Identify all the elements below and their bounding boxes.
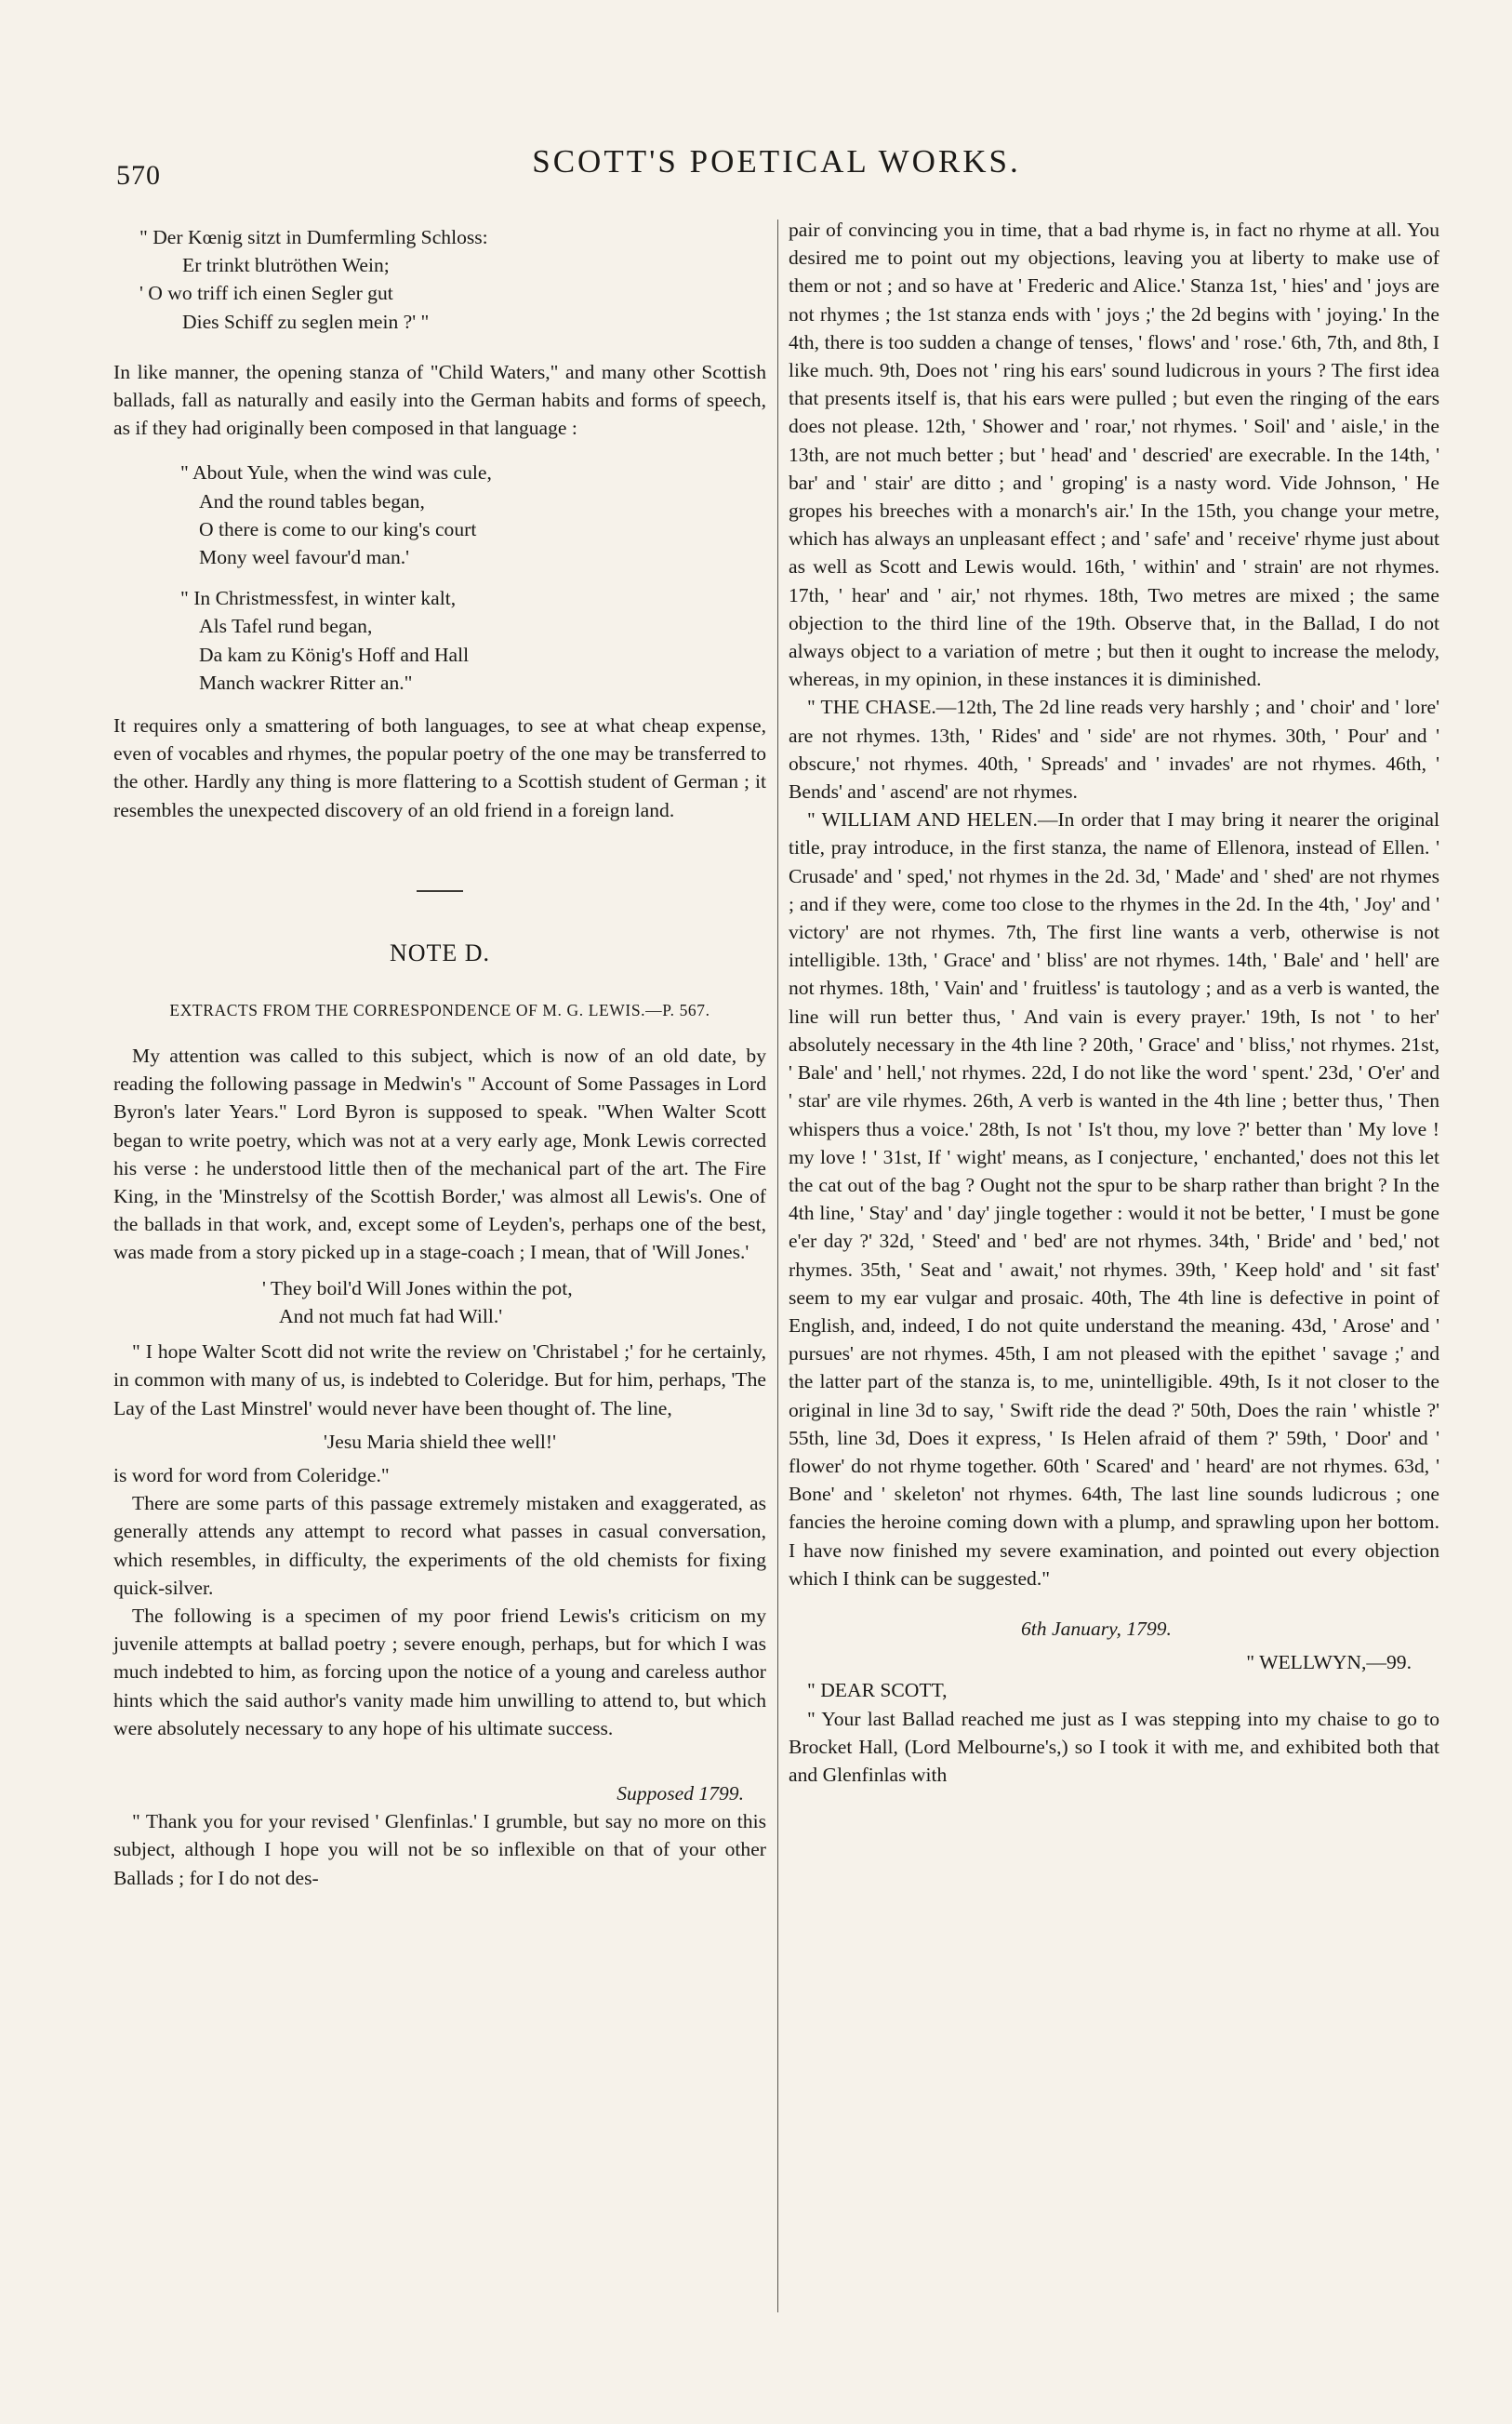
page-header — [116, 138, 1437, 193]
verse-line: O there is come to our king's court — [199, 517, 477, 540]
paragraph: " Thank you for your revised ' Glenfinlas.' I grumble, but say no more on this subject, although I hope you will not be so inflexible on that of your other Ballads ; for I do not des- — [113, 1810, 766, 1889]
quoted-line: 'Jesu Maria shield thee well!' — [323, 1430, 557, 1453]
paragraph: " I hope Walter Scott did not write the review on 'Christabel ;' for he certainly, in common with many of us, is indebted to Coleridge. But for him, perhaps, 'The Lay of the Last Minstrel' would never have been thought of. The line, — [113, 1340, 766, 1419]
paragraph: is word for word from Coleridge." — [113, 1463, 390, 1486]
verse-line: Manch wackrer Ritter an." — [199, 671, 413, 694]
verse-line: Dies Schiff zu seglen mein ?' " — [182, 310, 430, 333]
right-column — [789, 216, 1439, 1789]
verse-german-dumfermling — [139, 223, 766, 336]
verse-line: " Der Kœnig sitzt in Dumfermling Schloss: — [139, 226, 488, 248]
paragraph: The following is a specimen of my poor friend Lewis's criticism on my juvenile attempts at ballad poetry ; severe enough, perhaps, but for which I was much indebted to him, as forcing upon the notice of a young and careless author hints which the said author's vanity made him unwilling to attend to, but which were absolutely necessary to any hope of his ultimate success. — [113, 1604, 766, 1739]
paragraph: " THE CHASE.—12th, The 2d line reads very harshly ; and ' choir' and ' lore' are not rhymes. 13th, ' Rides' and ' side' are not rhymes. 30th, ' Pour' and ' obscure,' not rhymes. 40th, ' Spreads' and ' invades' are not rhymes. 46th, ' Bends' and ' ascend' are not rhymes. — [789, 696, 1439, 804]
paragraph: In like manner, the opening stanza of "Child Waters," and many other Scottish ballads, fall as naturally and easily into the German habits and forms of speech, as if they had originally been composed in that language : — [113, 360, 766, 440]
section-ornament — [417, 889, 463, 893]
letter-signoff: " WELLWYN,—99. — [1246, 1651, 1412, 1674]
paragraph: " Your last Ballad reached me just as I was stepping into my chaise to go to Brocket Hall, (Lord Melbourne's,) so I took it with me, and exhibited both that and Glenfinlas with — [789, 1707, 1439, 1786]
letter-date: Supposed 1799. — [617, 1781, 744, 1805]
page-number: 570 — [116, 160, 161, 191]
running-title: SCOTT'S POETICAL WORKS. — [532, 143, 1021, 180]
column-divider — [777, 220, 778, 2312]
paragraph: There are some parts of this passage extremely mistaken and exaggerated, as generally attends any attempt to record what passes in casual conversation, which resembles, in difficulty, the experiments of the old chemists for fixing quick-silver. — [113, 1492, 766, 1599]
verse-line: Da kam zu König's Hoff and Hall — [199, 643, 470, 666]
verse-line: Mony weel favour'd man.' — [199, 546, 410, 569]
verse-line: And the round tables began, — [199, 489, 425, 513]
paragraph: pair of convincing you in time, that a bad rhyme is, in fact no rhyme at all. You desired me to point out my objections, leaving you at liberty to make use of them or not ; and so have at ' Frederic and Alice.' Stanza 1st, ' hies' and ' joys are not rhymes ; the 1st stanza ends with ' joys ;' the 2d begins with ' joying.' In the 4th, there is too sudden a change of tenses, ' flows' and ' rose.' 6th, 7th, and 8th, I like much. 9th, Does not ' ring his ears' sound ludicrous in yours ? The first idea that presents itself is, that his ears were pulled ; but even the ringing of the ears does not please. 12th, ' Shower and ' roar,' not rhymes. ' Soil' and ' aisle,' in the 13th, are not much better ; but ' head' and ' descried' are execrable. In the 14th, ' bar' and ' stair' are ditto ; and ' groping' is a nasty word. Vide Johnson, ' He gropes his breeches with a monarch's air.' In the 15th, you change your metre, which has always an unpleasant effect ; and ' safe' and ' receive' rhyme just about as well as Scott and Lewis would. 16th, ' within' and ' strain' are not rhymes. 17th, ' hear' and ' air,' not rhymes. 18th, Two metres are mixed ; the same objection to the third line of the 19th. Observe that, in the Ballad, I do not always object to a variation of metre ; but then it ought to increase the melody, whereas, in my opinion, in these instances it is diminished. — [789, 219, 1439, 691]
paragraph: " WILLIAM AND HELEN.—In order that I may bring it nearer the original title, pray introduce, in the first stanza, the name of Ellenora, instead of Ellen. ' Crusade' and ' sped,' not rhymes in the 2d. 3d, ' Made' and ' shed' are not rhymes ; and if they were, come too close to the rhymes in the 2d. In the 4th, ' Joy' and ' victory' are not rhymes. 7th, The first line wants a verb, otherwise is not intelligible. 13th, ' Grace' and ' bliss' are not rhymes. 14th, ' Bale' and ' hell' are not rhymes. 18th, ' Vain' and ' fruitless' is tautology ; and as a verb is wanted, the line will run better thus, ' And vain is every prayer.' 19th, Is not ' to her' absolutely necessary in the 4th line ? 20th, ' Grace' and ' bliss,' not rhymes. 21st, ' Bale' and ' hell,' not rhymes. 22d, I do not like the word ' spent.' 23d, ' O'er' and ' star' are vile rhymes. 26th, A verb is wanted in the 4th line ; better thus, ' Then whispers thus a voice.' 28th, Is not ' Is't thou, my love ?' better than ' My love ! my love ! ' 31st, If ' wight' means, as I conjecture, ' enchanted,' does not this let the cat out of the bag ? Ought not the spur to be sharp rather than bright ? In the 4th line, ' Stay' and ' day' jingle together : would it not be better, ' I must be gone e'er day ?' 32d, ' Steed' and ' bed' are not rhymes. 34th, ' Bride' and ' bed,' not rhymes. 35th, ' Seat and ' await,' not rhymes. 39th, ' Keep hold' and ' sit fast' seem to my ear vulgar and prosaic. 40th, The 4th line is defective in point of English, and, indeed, I do not quite understand the meaning. 43d, ' Arose' and ' pursues' are not rhymes. 45th, I am not pleased with the epithet ' savage ;' and the latter part of the stanza is, to me, unintelligible. 49th, Is it not closer to the original in line 3d to say, ' Swift ride the dead ?' 50th, Does the rain ' whistle ?' 55th, line 3d, Does it express, ' Is Helen afraid of them ?' 59th, ' Door' and ' flower' do not rhyme together. 60th ' Scared' and ' heard' are not rhymes. 63d, ' Bone' and ' skeleton' not rhymes. 64th, The last line sounds ludicrous ; one fancies the heroine coming down with a plump, and sprawling upon her bottom. I have now finished my severe examination, and pointed out every objection which I think can be suggested." — [789, 808, 1439, 1590]
verse-line: ' O wo triff ich einen Segler gut — [139, 282, 393, 305]
paragraph: My attention was called to this subject, which is now of an old date, by reading the following passage in Medwin's " Account of Some Passages in Lord Byron's later Years." Lord Byron is supposed to speak. "When Walter Scott began to write poetry, which was not at a very early age, Monk Lewis corrected his verse : he understood little then of the mechanical part of the art. The Fire King, in the 'Minstrelsy of the Scottish Border,' was almost all Lewis's. One of the ballads in that work, and, except some of Leyden's, perhaps one of the best, was made from a story picked up in a stage-coach ; I mean, that of 'Will Jones.' — [113, 1045, 766, 1264]
letter-date: 6th January, 1799. — [1021, 1617, 1172, 1640]
verse-line: " In Christmessfest, in winter kalt, — [180, 587, 457, 610]
verse-line: " About Yule, when the wind was cule, — [180, 461, 492, 485]
extracts-heading: EXTRACTS FROM THE CORRESPONDENCE OF M. G. LEWIS.—P. 567. — [169, 1001, 710, 1020]
note-heading: NOTE D. — [389, 939, 491, 966]
ornament-line — [417, 890, 463, 892]
verse-will-jones — [262, 1274, 766, 1330]
left-column — [113, 216, 766, 1892]
verse-line: And not much fat had Will.' — [279, 1304, 503, 1327]
paragraph: It requires only a smattering of both languages, to see at what cheap expense, even of vocables and rhymes, the popular poetry of the one may be transferred to the other. Hardly any thing is more flattering to a Scottish student of German ; it resembles the unexpected discovery of an old friend in a foreign land. — [113, 714, 766, 821]
verse-child-waters — [180, 459, 766, 571]
letter-salutation: " DEAR SCOTT, — [807, 1679, 948, 1702]
verse-line: ' They boil'd Will Jones within the pot, — [262, 1276, 573, 1299]
verse-line: Als Tafel rund began, — [199, 615, 373, 638]
verse-line: Er trinkt blutröthen Wein; — [182, 254, 390, 277]
verse-christmessfest — [180, 584, 766, 697]
